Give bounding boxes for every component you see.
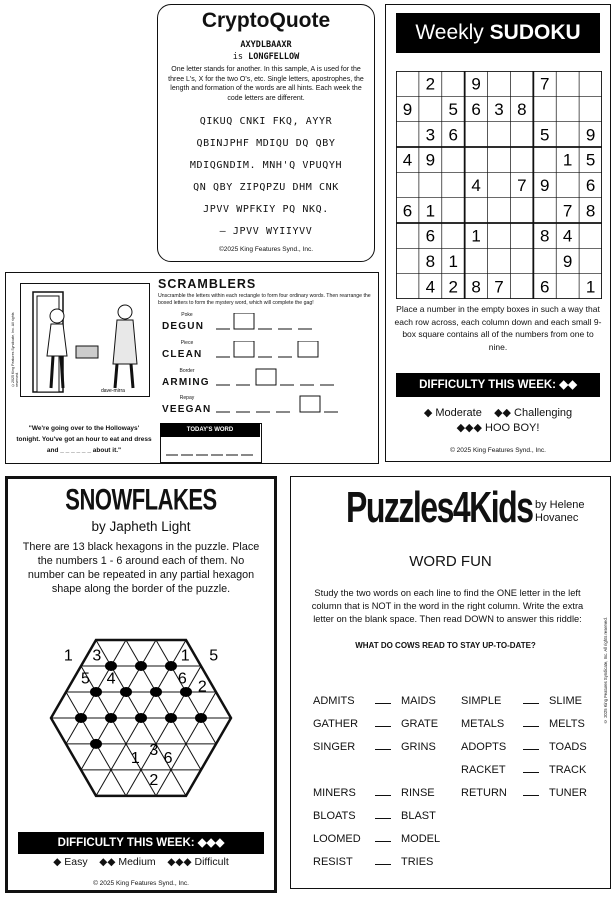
snowflakes-instructions: There are 13 black hexagons in the puzzle. Place the numbers 1 - 6 around each of them. No number can be repeated in any partial hexagon shape along the border of the puzzle. xyxy=(22,541,260,595)
circled-box xyxy=(298,341,318,357)
snowflakes-copyright: © 2025 King Features Synd., Inc. xyxy=(93,880,189,887)
black-hexagon xyxy=(105,713,117,723)
man-body xyxy=(113,320,137,364)
sudoku-cell[interactable] xyxy=(510,248,533,273)
sudoku-given: 1 xyxy=(585,277,596,297)
sudoku-cell[interactable] xyxy=(396,223,419,248)
cipher-line: QIKUQ CNKI FKQ, AYYR xyxy=(199,116,333,127)
answer-blank[interactable] xyxy=(375,785,391,796)
answer-blank[interactable] xyxy=(375,854,391,865)
answer-boxes[interactable] xyxy=(216,313,326,333)
puzzles4kids-riddle: WHAT DO COWS READ TO STAY UP-TO-DATE? xyxy=(355,641,536,650)
sudoku-cell[interactable] xyxy=(533,198,556,223)
scrambled-word: CLEAN xyxy=(162,349,203,360)
sudoku-given: 3 xyxy=(425,125,436,145)
sudoku-given: 8 xyxy=(471,277,481,297)
snowflake-given: 4 xyxy=(106,670,116,688)
black-hexagon xyxy=(90,687,102,697)
word-pair: METALS MELTS xyxy=(461,718,585,730)
cryptoquote-title: CryptoQuote xyxy=(201,9,331,32)
sudoku-cell[interactable] xyxy=(442,223,465,248)
circled-box xyxy=(234,313,254,329)
sudoku-given: 9 xyxy=(540,176,550,195)
sudoku-given: 4 xyxy=(562,226,573,246)
snowflake-given: 3 xyxy=(92,647,102,665)
clue-label: Poke xyxy=(181,312,193,318)
answer-blank[interactable] xyxy=(523,739,539,750)
sudoku-given: 6 xyxy=(425,226,436,246)
word-pair: MINERS RINSE xyxy=(313,787,435,799)
sudoku-cell[interactable] xyxy=(579,96,602,121)
sudoku-given: 5 xyxy=(448,100,458,119)
snowflake-given: 1 xyxy=(180,647,190,665)
sudoku-cell[interactable] xyxy=(442,147,465,172)
sudoku-panel xyxy=(385,4,611,462)
word-pair: BLOATS BLAST xyxy=(313,810,436,822)
sudoku-given: 2 xyxy=(448,277,458,297)
sudoku-copyright: © 2025 King Features Synd., Inc. xyxy=(450,447,546,454)
snowflake-given: 2 xyxy=(197,678,207,696)
scrambled-word: VEEGAN xyxy=(162,404,212,415)
sudoku-levels-row1: ◆ Moderate ◆◆ Challenging xyxy=(423,407,573,419)
sudoku-cell[interactable] xyxy=(579,248,602,273)
sudoku-given: 4 xyxy=(402,150,413,170)
svg-text:dave-mirra: dave-mirra xyxy=(101,388,125,394)
puzzles4kids-logo: Puzzles4Kids xyxy=(346,483,533,532)
sudoku-cell[interactable] xyxy=(488,172,511,197)
sudoku-cell[interactable] xyxy=(510,122,533,147)
sudoku-given: 6 xyxy=(540,277,550,297)
black-hexagon xyxy=(90,739,102,749)
sudoku-given: 4 xyxy=(425,277,436,297)
circled-box xyxy=(300,396,320,412)
sudoku-given: 7 xyxy=(540,74,550,94)
sudoku-cell[interactable] xyxy=(556,96,579,121)
sudoku-given: 8 xyxy=(425,252,436,271)
sudoku-cell[interactable] xyxy=(556,172,579,197)
sudoku-cell[interactable] xyxy=(396,274,419,299)
black-hexagon xyxy=(135,661,147,671)
sudoku-given: 7 xyxy=(494,277,504,297)
sudoku-cell[interactable] xyxy=(510,274,533,299)
scramblers-title: SCRAMBLERS xyxy=(158,277,257,291)
snowflake-given: 3 xyxy=(149,742,159,760)
sudoku-given: 7 xyxy=(517,176,527,195)
sudoku-cell[interactable] xyxy=(396,248,419,273)
answer-boxes[interactable] xyxy=(216,341,326,361)
sudoku-given: 1 xyxy=(562,150,573,170)
snowflake-given: 5 xyxy=(80,670,90,688)
snowflake-given: 1 xyxy=(130,749,140,767)
todays-word-label: TODAY'S WORD xyxy=(160,423,260,437)
scramblers-cartoon xyxy=(20,283,150,397)
sudoku-cell[interactable] xyxy=(488,198,511,223)
sudoku-title: Weekly SUDOKU xyxy=(396,13,600,53)
sudoku-given: 8 xyxy=(517,100,527,119)
answer-blank[interactable] xyxy=(523,762,539,773)
circled-box xyxy=(234,341,254,357)
snowflakes-levels: ◆ Easy ◆◆ Medium ◆◆◆ Difficult xyxy=(53,856,229,868)
black-hexagon xyxy=(165,661,177,671)
sudoku-cell[interactable] xyxy=(465,122,488,147)
cartoon-caption: "We're going over to the Holloways' tonight. You've got an hour to eat and dress and _ _ _ _ _ _ about it." xyxy=(16,425,152,454)
black-hexagon xyxy=(180,687,192,697)
sudoku-cell[interactable] xyxy=(396,172,419,197)
snowflake-given: 5 xyxy=(209,647,219,665)
woman-body xyxy=(47,324,67,356)
scramblers-side-credit: ©2025 King Features Syndicate, Inc. All rights reserved. xyxy=(11,312,19,387)
sudoku-cell[interactable] xyxy=(510,71,533,96)
sudoku-given: 9 xyxy=(402,100,413,119)
snowflakes-board xyxy=(18,628,264,828)
sudoku-given: 6 xyxy=(402,201,413,221)
sudoku-cell[interactable] xyxy=(396,71,419,96)
sudoku-cell[interactable] xyxy=(396,122,419,147)
puzzles4kids-subtitle: WORD FUN xyxy=(409,553,492,570)
word-pair: RETURN TUNER xyxy=(461,787,587,799)
sudoku-given: 7 xyxy=(562,201,573,221)
sudoku-cell[interactable] xyxy=(488,147,511,172)
cryptoquote-panel xyxy=(157,4,375,262)
black-hexagon xyxy=(105,661,117,671)
sudoku-given: 6 xyxy=(448,125,458,145)
snowflakes-panel xyxy=(5,476,277,893)
word-pair: RESIST TRIES xyxy=(313,856,434,868)
sudoku-given: 1 xyxy=(448,252,458,271)
word-pair: ADOPTS TOADS xyxy=(461,741,587,753)
sudoku-given: 1 xyxy=(425,201,436,221)
sudoku-cell[interactable] xyxy=(533,147,556,172)
sudoku-given: 6 xyxy=(585,176,596,195)
word-pair: SINGER GRINS xyxy=(313,741,436,753)
sudoku-cell[interactable] xyxy=(510,198,533,223)
sudoku-given: 9 xyxy=(562,252,573,271)
black-hexagon xyxy=(75,713,87,723)
cryptoquote-instructions: One letter stands for another. In this sample, A is used for the three L's, X for the two O's, etc. Single letters, apostrophes, the length and formation of the words are all hints. Each week the code letters are different. xyxy=(168,66,364,102)
sudoku-cell[interactable] xyxy=(465,248,488,273)
scrambled-word: DEGUN xyxy=(162,321,205,332)
answer-blank[interactable] xyxy=(375,693,391,704)
scramblers-panel xyxy=(5,272,379,464)
sudoku-cell[interactable] xyxy=(510,223,533,248)
word-pair: LOOMED MODEL xyxy=(313,833,441,845)
sudoku-cell[interactable] xyxy=(488,248,511,273)
word-pair: RACKET TRACK xyxy=(461,764,587,776)
sudoku-cell[interactable] xyxy=(556,274,579,299)
sudoku-cell[interactable] xyxy=(465,198,488,223)
sudoku-cell[interactable] xyxy=(556,122,579,147)
scramblers-instructions: Unscramble the letters within each rectangle to form four ordinary words. Then rearrange the boxed letters to form the mystery word, which will complete the gag! xyxy=(158,293,371,306)
sudoku-cell[interactable] xyxy=(442,172,465,197)
sudoku-cell[interactable] xyxy=(510,147,533,172)
woman-head xyxy=(50,309,64,323)
snowflake-given: 6 xyxy=(177,670,187,688)
cryptoquote-copyright: ©2025 King Features Synd., Inc. xyxy=(218,246,314,253)
sudoku-cell[interactable] xyxy=(419,96,442,121)
puzzles4kids-instructions: Study the two words on each line to find the ONE letter in the left column that is NOT in the word in the right column. Write the extra letter on the blank space. Then read DOWN to answer this riddle: xyxy=(311,588,584,624)
sudoku-given: 3 xyxy=(494,100,504,119)
sudoku-cell[interactable] xyxy=(419,172,442,197)
puzzles4kids-side-credit: © 2025 King Features Syndicate, Inc. All rights reserved. xyxy=(603,617,608,724)
sudoku-cell[interactable] xyxy=(442,198,465,223)
sudoku-cell[interactable] xyxy=(533,96,556,121)
sudoku-cell[interactable] xyxy=(579,71,602,96)
answer-blank[interactable] xyxy=(375,716,391,727)
answer-blank[interactable] xyxy=(523,785,539,796)
sudoku-level-hooboy: ◆◆◆ HOO BOY! xyxy=(456,422,540,434)
answer-blank[interactable] xyxy=(375,739,391,750)
circled-box xyxy=(256,369,276,385)
cryptoquote-lines xyxy=(158,111,374,243)
sudoku-given: 4 xyxy=(471,176,481,195)
cipher-line: QBINJPHF MDIQU DQ QBY xyxy=(196,138,336,149)
answer-boxes[interactable] xyxy=(216,367,346,389)
sudoku-grid xyxy=(396,71,602,299)
hall-table xyxy=(76,346,98,358)
answer-blank[interactable] xyxy=(523,693,539,704)
clue-label: Border xyxy=(179,368,195,374)
black-hexagon xyxy=(150,687,162,697)
scrambled-word: ARMING xyxy=(162,377,210,388)
black-hexagon xyxy=(120,687,132,697)
black-hexagon xyxy=(135,713,147,723)
sudoku-given: 1 xyxy=(471,226,481,246)
sudoku-given: 2 xyxy=(425,74,436,94)
snowflake-given: 1 xyxy=(63,647,73,665)
answer-blank[interactable] xyxy=(375,831,391,842)
sudoku-cell[interactable] xyxy=(579,223,602,248)
sudoku-difficulty: DIFFICULTY THIS WEEK: ◆◆ xyxy=(396,373,600,397)
sudoku-cell[interactable] xyxy=(465,147,488,172)
answer-boxes[interactable] xyxy=(216,394,346,416)
sudoku-instructions: Place a number in the empty boxes in such a way that each row across, each column down and each small 9-box square contains all of the numbers from one to nine. xyxy=(394,304,602,352)
sudoku-given: 9 xyxy=(585,125,596,145)
cryptoquote-sample: AXYDLBAAXR is LONGFELLOW xyxy=(232,40,300,62)
snowflake-given: 6 xyxy=(163,749,173,767)
snowflakes-title: SNOWFLAKES xyxy=(65,482,217,517)
sudoku-given: 6 xyxy=(471,100,481,119)
cipher-line: MDIQGNDIM. MNH'Q VPUQYH xyxy=(189,160,343,171)
sudoku-cell[interactable] xyxy=(556,71,579,96)
cipher-line: QN QBY ZIPQPZU DHM CNK xyxy=(193,182,339,193)
sudoku-cell[interactable] xyxy=(533,248,556,273)
puzzles4kids-panel xyxy=(290,476,611,889)
answer-blank[interactable] xyxy=(375,808,391,819)
answer-blank[interactable] xyxy=(523,716,539,727)
sudoku-given: 5 xyxy=(585,150,596,170)
todays-word-blanks[interactable] xyxy=(166,449,256,457)
word-pair: GATHER GRATE xyxy=(313,718,439,730)
word-pair: SIMPLE SLIME xyxy=(461,695,583,707)
puzzles4kids-byline: by Helene Hovanec xyxy=(535,499,585,524)
snowflakes-difficulty: DIFFICULTY THIS WEEK: ◆◆◆ xyxy=(18,832,264,854)
sudoku-cell[interactable] xyxy=(488,71,511,96)
sudoku-cell[interactable] xyxy=(488,122,511,147)
snowflake-given: 2 xyxy=(149,771,159,789)
black-hexagon xyxy=(165,713,177,723)
sudoku-given: 9 xyxy=(471,74,481,94)
sudoku-cell[interactable] xyxy=(488,223,511,248)
man-head xyxy=(118,305,132,319)
sudoku-cell[interactable] xyxy=(442,71,465,96)
black-hexagon xyxy=(195,713,207,723)
word-pair: ADMITS MAIDS xyxy=(313,695,436,707)
sudoku-given: 8 xyxy=(585,201,596,221)
sudoku-given: 5 xyxy=(540,125,550,145)
sudoku-given: 8 xyxy=(540,226,550,246)
cipher-line: JPVV WPFKIY PQ NKQ. xyxy=(203,204,329,215)
snowflakes-author: by Japheth Light xyxy=(91,519,191,534)
clue-label: Piece xyxy=(180,340,194,346)
clue-label: Repay xyxy=(179,395,195,401)
cipher-line: — JPVV WYIIYVV xyxy=(219,226,313,237)
sudoku-given: 9 xyxy=(425,150,436,170)
